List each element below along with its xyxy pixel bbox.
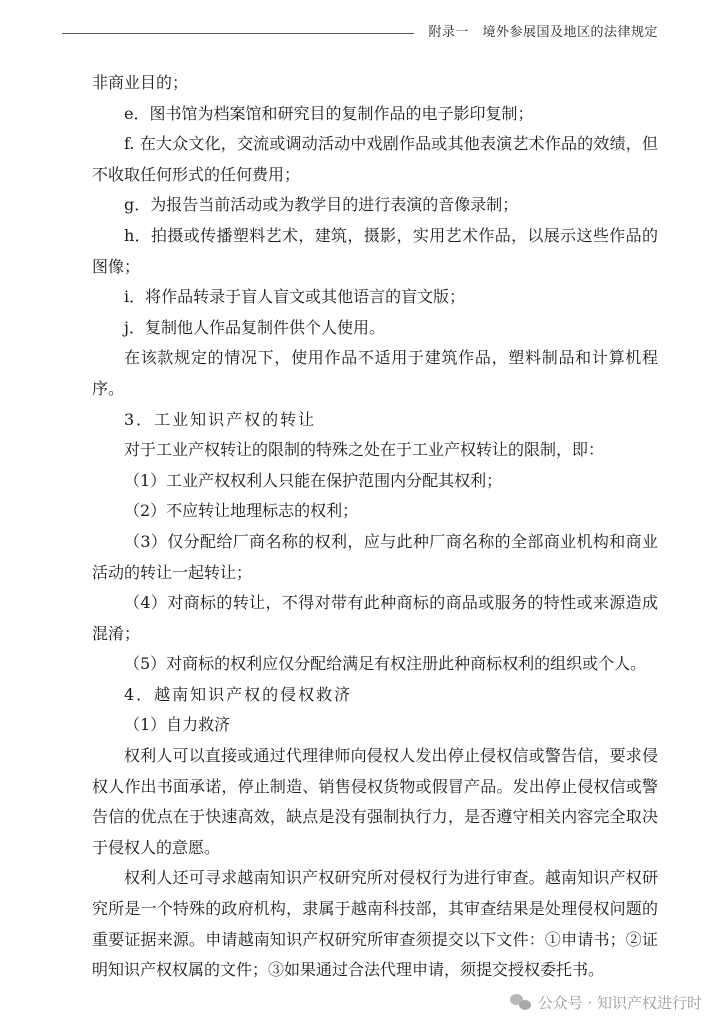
list-item: i．将作品转录于盲人盲文或其他语言的盲文版；: [124, 287, 466, 307]
paragraph: 对于工业产权转让的限制的特殊之处在于工业产权转让的限制，即：: [124, 440, 605, 460]
list-item: j．复制他人作品复制件供个人使用。: [124, 317, 385, 337]
list-item: （4）对商标的转让，不得对带有此种商标的商品或服务的特性或来源造成混淆；: [92, 593, 658, 643]
list-item: （3）仅分配给厂商名称的权利，应与此种厂商名称的全部商业机构和商业活动的转让一起转让；: [92, 531, 658, 582]
header-rule: [62, 33, 414, 34]
paragraph: 权利人还可寻求越南知识产权研究所对侵权行为进行审查。越南知识产权研究所是一个特殊的政府机构，隶属于越南科技部，其审查结果是处理侵权问题的重要证据来源。申请越南知识产权研究所审查须提交以下文件：①申请书；②证明知识产权权属的文件；③如果通过合法代理申请，须提交授权委托书。: [92, 868, 658, 980]
list-item: e．图书馆为档案馆和研究目的复制作品的电子影印复制；: [124, 103, 534, 123]
watermark: [510, 992, 702, 1013]
header-title: 附录一 境外参展国及地区的法律规定: [428, 25, 658, 40]
list-item: （1）工业产权权利人只能在保护范围内分配其权利；: [124, 470, 503, 490]
subsection-heading: （1）自力救济: [124, 715, 231, 735]
list-item: g．为报告当前活动或为教学目的进行表演的音像录制；: [124, 195, 519, 215]
running-header: [62, 14, 658, 40]
page-body: [92, 68, 658, 986]
section-heading: 3．工业知识产权的转让: [124, 409, 317, 429]
wechat-bubble-small: [519, 1000, 531, 1010]
list-item: （2）不应转让地理标志的权利；: [124, 501, 359, 521]
list-item: h．拍摄或传播塑料艺术，建筑，摄影，实用艺术作品，以展示这些作品的图像；: [92, 225, 658, 276]
wechat-icon: [510, 994, 532, 1012]
list-item: （5）对商标的权利应仅分配给满足有权注册此种商标权利的组织或个人。: [124, 654, 647, 674]
section-heading: 4．越南知识产权的侵权救济: [124, 684, 353, 704]
paragraph: 权利人可以直接或通过代理律师向侵权人发出停止侵权信或警告信，要求侵权人作出书面承诺，停止制造、销售侵权货物或假冒产品。发出停止侵权信或警告信的优点在于快速高效，缺点是没有强制执行力，是否遵守相关内容完全取决于侵权人的意愿。: [92, 746, 658, 857]
paragraph: 非商业目的；: [92, 73, 189, 92]
paragraph: 在该款规定的情况下，使用作品不适用于建筑作品，塑料制品和计算机程序。: [92, 348, 658, 398]
list-item: f. 在大众文化，交流或调动活动中戏剧作品或其他表演艺术作品的效绩，但不收取任何形式的任何费用；: [92, 134, 658, 184]
watermark-text: 公众号 · 知识产权进行时: [537, 994, 702, 1012]
